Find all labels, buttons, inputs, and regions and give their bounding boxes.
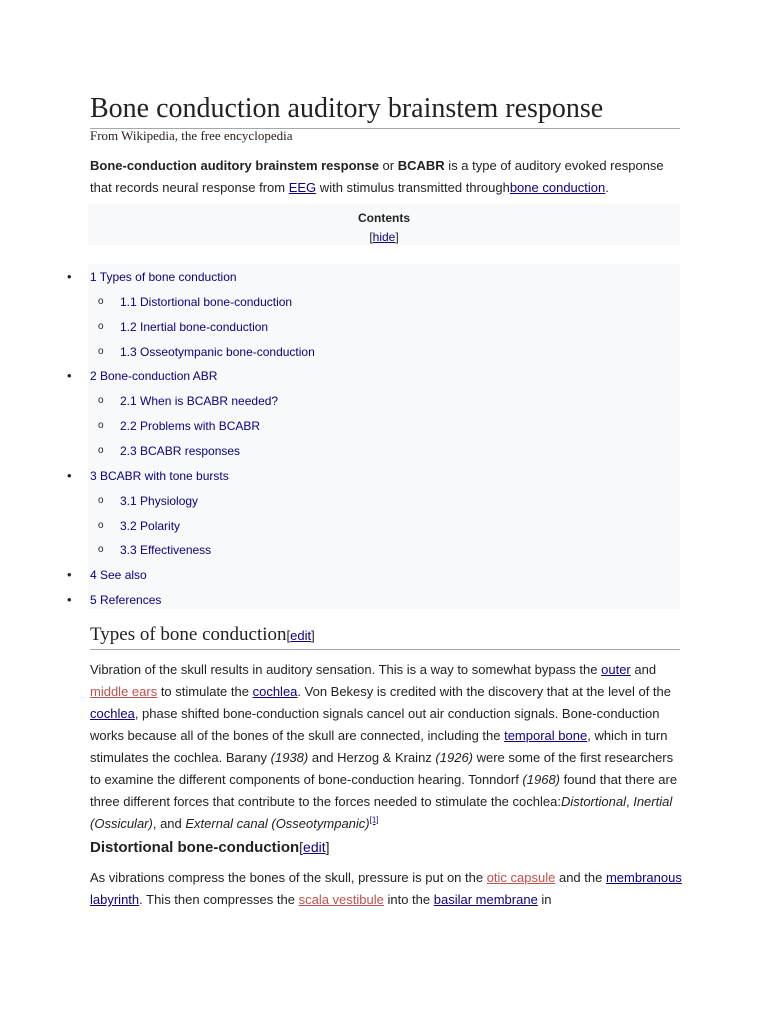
toc-title: Contents [358, 211, 410, 225]
intro-text: with stimulus transmitted through [316, 180, 510, 195]
section-paragraph [90, 867, 682, 911]
link-cochlea[interactable]: cochlea [252, 684, 298, 699]
edit-section: [edit] [286, 628, 315, 643]
link-scala-vestibule[interactable]: scala vestibule [298, 892, 384, 907]
toc-link[interactable]: 1.3 Osseotympanic bone-conduction [120, 344, 315, 359]
toc-link[interactable]: 2.3 BCABR responses [120, 443, 241, 458]
toc-link[interactable]: 1 Types of bone conduction [90, 270, 237, 284]
toc-link[interactable]: 5 References [90, 593, 162, 608]
bullet-icon: o [98, 544, 104, 556]
text: As vibrations compress the bones of the skull, pressure is put on the [90, 870, 487, 885]
bullet-icon: • [67, 269, 72, 284]
bullet-icon: o [98, 395, 104, 407]
bullet-icon: • [67, 368, 72, 384]
toc-link[interactable]: 4 See also [90, 568, 147, 583]
intro-text: is a type of auditory evoked response that records neural response from [90, 158, 664, 195]
text: into the [383, 892, 434, 907]
section-paragraph [90, 659, 682, 835]
text: were some of the first researchers to examine the different components of bone-conduction hearing. Tonndorf [90, 750, 674, 787]
bracket: ] [395, 230, 399, 244]
bullet-icon: o [98, 494, 104, 506]
edit-section: [edit] [299, 839, 330, 855]
text: and the [555, 870, 606, 885]
text: and [630, 662, 657, 677]
bullet-icon: o [98, 444, 104, 456]
text: in [537, 892, 552, 907]
toc-link[interactable]: 3 BCABR with tone bursts [90, 468, 229, 483]
link-outer[interactable]: outer [601, 662, 631, 677]
tagline: From Wikipedia, the free encyclopedia [90, 128, 293, 143]
toc-hide-link[interactable]: hide [372, 230, 396, 244]
toc-header [88, 204, 680, 245]
text: , [625, 794, 634, 809]
section-heading-text: Types of bone conduction [90, 624, 287, 645]
edit-link[interactable]: edit [303, 839, 326, 855]
intro-text: or [378, 158, 398, 173]
link-bone-conduction[interactable]: bone conduction [509, 180, 606, 195]
toc-link[interactable]: 2.1 When is BCABR needed? [120, 394, 279, 409]
link-temporal-bone[interactable]: temporal bone [504, 728, 588, 743]
toc-link[interactable]: 2.2 Problems with BCABR [120, 419, 261, 434]
bullet-icon: • [67, 567, 72, 583]
intro-paragraph [90, 155, 682, 199]
link-basilar-membrane[interactable]: basilar membrane [433, 892, 538, 907]
bullet-icon: o [98, 295, 104, 307]
year: (1938) [270, 750, 309, 765]
text: to stimulate the [157, 684, 253, 699]
link-otic-capsule[interactable]: otic capsule [486, 870, 556, 885]
link-eeg[interactable]: EEG [288, 180, 317, 195]
toc-link[interactable]: 1.2 Inertial bone-conduction [120, 319, 269, 334]
term: Distortional [560, 794, 626, 809]
link-middle-ears[interactable]: middle ears [90, 684, 158, 699]
text: and Herzog & Krainz [308, 750, 436, 765]
text: . Von Bekesy is credited with the discovery that at the level of the [297, 684, 671, 699]
bullet-icon: o [98, 320, 104, 332]
bullet-icon: o [98, 345, 104, 357]
bullet-icon: o [98, 420, 104, 432]
intro-bold-term: Bone-conduction auditory brainstem response [90, 158, 379, 173]
text: , and [152, 816, 186, 831]
toc-link[interactable]: 3.1 Physiology [120, 493, 199, 508]
reference-link[interactable]: [1] [369, 815, 379, 825]
bullet-icon: • [67, 467, 72, 483]
toc-list [67, 264, 680, 609]
page-title: Bone conduction auditory brainstem response [90, 90, 680, 129]
term: Inertial (Ossicular) [90, 794, 673, 831]
edit-link[interactable]: edit [290, 628, 312, 643]
toc-hide-toggle [88, 229, 680, 245]
section-heading-text: Distortional bone-conduction [90, 839, 300, 856]
bullet-icon: • [67, 592, 72, 608]
section-heading-types [90, 622, 680, 650]
toc-link[interactable]: 3.3 Effectiveness [120, 543, 212, 558]
intro-bold-abbrev: BCABR [397, 158, 445, 173]
link-membranous-labyrinth[interactable]: membranous labyrinth [90, 870, 682, 907]
text: , which in turn stimulates the cochlea. Barany [90, 728, 668, 765]
toc-link[interactable]: 3.2 Polarity [120, 518, 181, 533]
year: (1968) [522, 772, 560, 787]
bracket: [ [369, 230, 373, 244]
section-heading-distortional [90, 836, 330, 859]
text: . This then compresses the [139, 892, 299, 907]
intro-text: . [605, 180, 609, 195]
text: found that there are three different forces that contribute to the forces needed to stimulate the cochlea: [90, 772, 678, 809]
term: External canal (Osseotympanic) [185, 816, 370, 831]
link-cochlea[interactable]: cochlea [90, 706, 135, 721]
text: Vibration of the skull results in auditory sensation. This is a way to somewhat bypass the [90, 662, 602, 677]
toc-link[interactable]: 2 Bone-conduction ABR [90, 369, 218, 384]
bullet-icon: o [98, 519, 104, 531]
year: (1926) [435, 750, 473, 765]
toc-link[interactable]: 1.1 Distortional bone-conduction [120, 294, 293, 309]
text: , phase shifted bone-conduction signals cancel out air conduction signals. Bone-conduction works because all of the bones of the skull are connected, including the [90, 706, 660, 743]
